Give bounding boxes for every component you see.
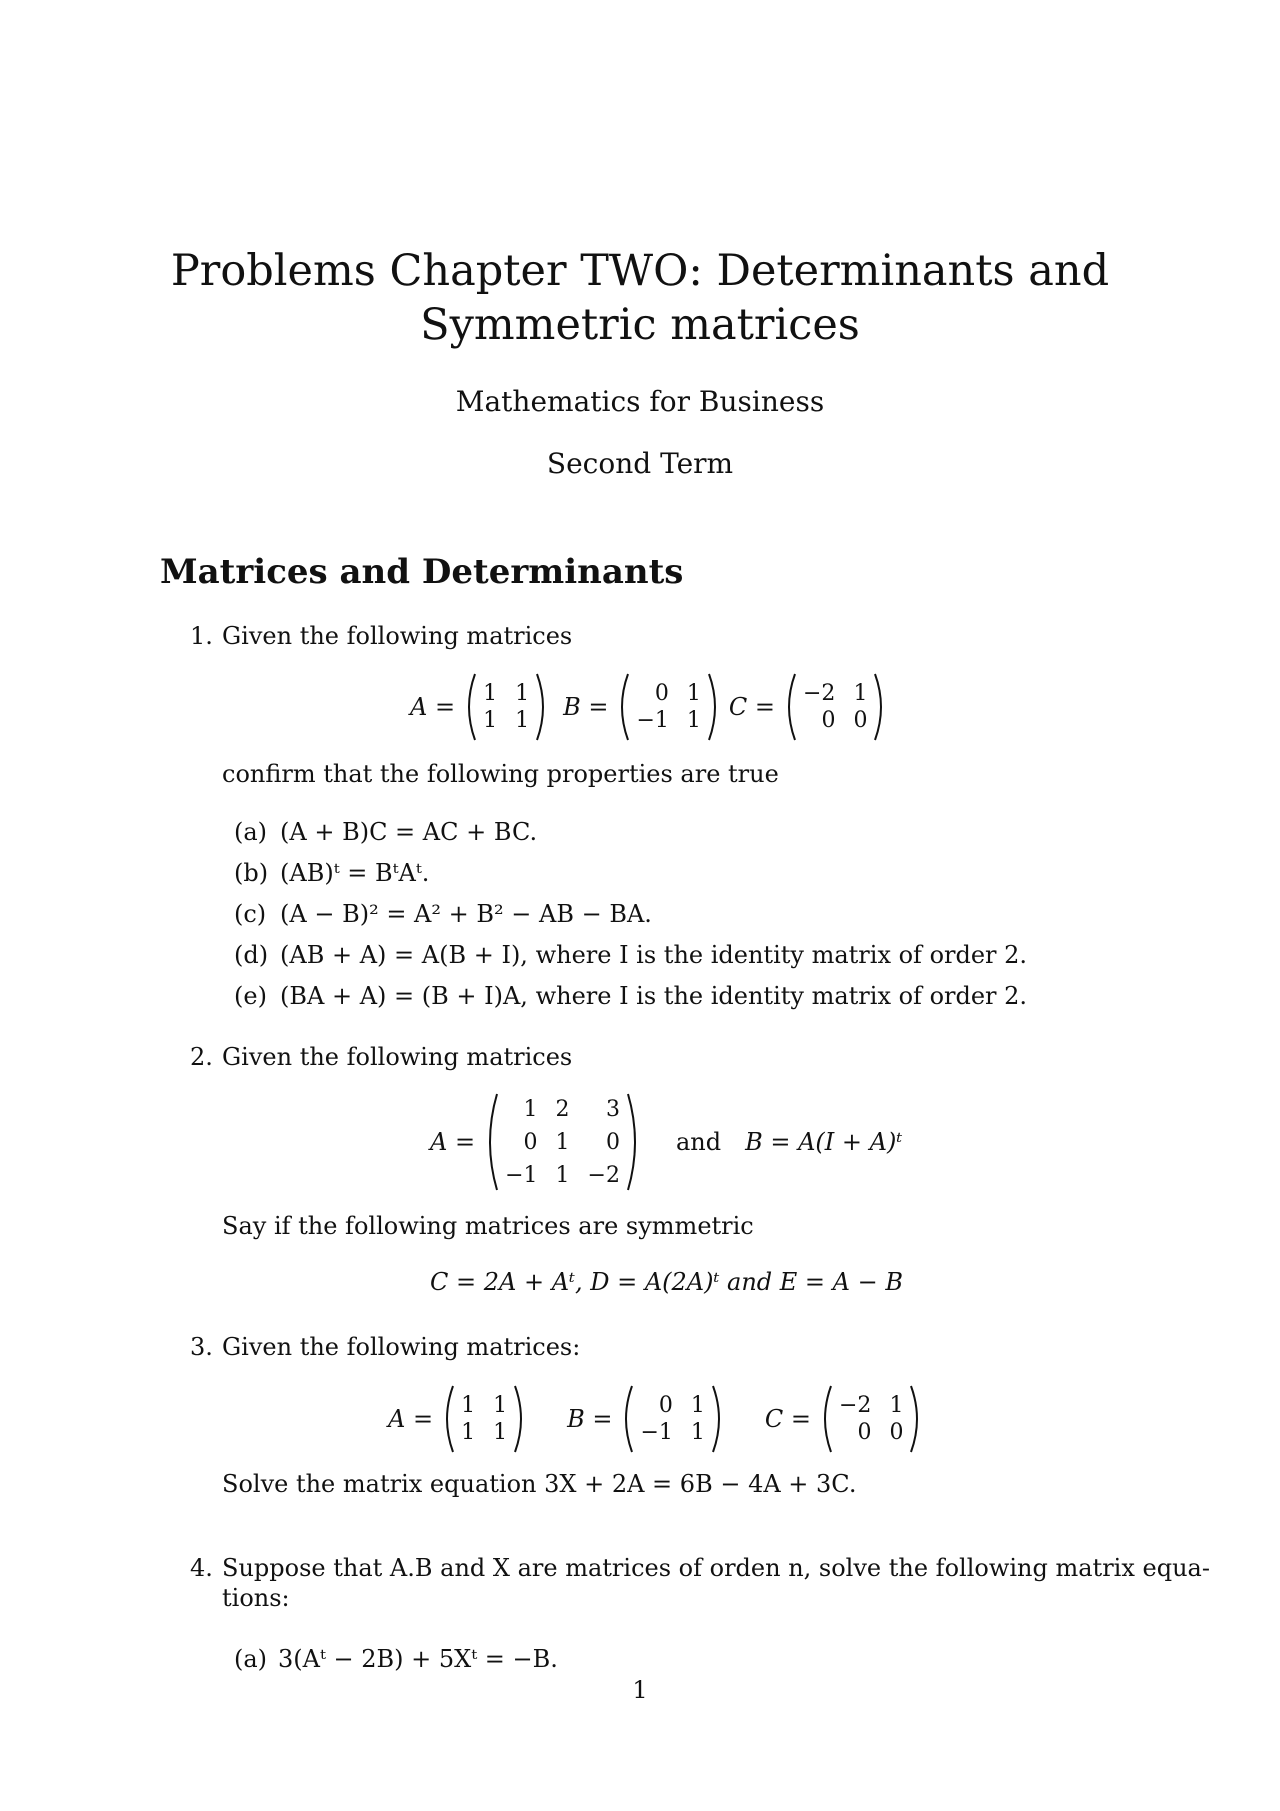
- item-text: (AB + A) = A(B + I), where I is the identity matrix of order 2.: [280, 941, 1028, 969]
- matrix-cell: 1: [493, 1393, 508, 1418]
- problem-3-matrices: [388, 1382, 923, 1456]
- matrix-cell: −2: [803, 681, 836, 706]
- problem-3-intro: Given the following matrices:: [222, 1333, 581, 1361]
- matrix-cell: 3: [605, 1096, 620, 1122]
- item-text: (A + B)C = AC + BC.: [280, 818, 538, 846]
- problem-4-line1: Suppose that A.B and X are matrices of orden n, solve the following matrix equa-: [222, 1554, 1210, 1582]
- left-paren-icon: [783, 672, 797, 742]
- left-paren-icon: [819, 1384, 833, 1454]
- right-paren-icon: [707, 672, 721, 742]
- matrix-cell: 0: [605, 1129, 620, 1155]
- matrix-cell: 1: [483, 708, 498, 733]
- matrix-cell: 1: [483, 681, 498, 706]
- problem-2-intro: Given the following matrices: [222, 1043, 573, 1071]
- section-heading: Matrices and Determinants: [160, 552, 684, 592]
- matrix-b: [620, 1384, 724, 1454]
- left-paren-icon: [616, 672, 630, 742]
- matrix-b: [616, 672, 720, 742]
- item-label: (d): [234, 941, 269, 969]
- matrix-cell: 1: [889, 1393, 904, 1418]
- problem-1-confirm: confirm that the following properties are true: [222, 760, 779, 788]
- right-paren-icon: [873, 672, 887, 742]
- matrix-c: [819, 1384, 923, 1454]
- matrix-a-label: A =: [388, 1405, 434, 1433]
- left-paren-icon: [441, 1384, 455, 1454]
- matrix-cell: −1: [640, 1420, 673, 1445]
- matrix-cell: −2: [587, 1162, 620, 1188]
- b-definition: B = A(I + A)ᵗ: [745, 1128, 903, 1156]
- matrix-cell: −2: [839, 1393, 872, 1418]
- problem-4-number: 4.: [190, 1554, 213, 1582]
- problem-1-matrices: [410, 670, 887, 744]
- matrix-cell: 0: [654, 681, 669, 706]
- matrix-cell: 2: [555, 1096, 570, 1122]
- matrix-cell: 1: [523, 1096, 538, 1122]
- matrix-a-label: A =: [430, 1128, 476, 1156]
- matrix-a-label: A =: [410, 693, 456, 721]
- matrix-cell: 1: [515, 681, 530, 706]
- left-paren-icon: [483, 1092, 499, 1192]
- matrix-cell: 0: [857, 1420, 872, 1445]
- problem-1-number: 1.: [190, 622, 213, 650]
- item-label: (a): [234, 818, 268, 846]
- matrix-cell: 1: [686, 708, 701, 733]
- item-label: (e): [234, 982, 267, 1010]
- item-text: (A − B)² = A² + B² − AB − BA.: [280, 900, 652, 928]
- matrix-cell: 0: [853, 708, 868, 733]
- matrix-cell: 1: [461, 1393, 476, 1418]
- matrix-cell: 1: [690, 1420, 705, 1445]
- course-name: Mathematics for Business: [455, 385, 825, 418]
- matrix-c: [783, 672, 887, 742]
- item-label: (b): [234, 859, 269, 887]
- matrix-cell: 1: [853, 681, 868, 706]
- problem-2-matrix: [430, 1090, 902, 1194]
- right-paren-icon: [909, 1384, 923, 1454]
- right-paren-icon: [535, 672, 549, 742]
- matrix-cell: 1: [493, 1420, 508, 1445]
- problem-2-equation: C = 2A + Aᵗ, D = A(2A)ᵗ and E = A − B: [430, 1268, 904, 1296]
- item-text: 3(Aᵗ − 2B) + 5Xᵗ = −B.: [278, 1645, 558, 1673]
- left-paren-icon: [620, 1384, 634, 1454]
- matrix-b-label: B =: [567, 1405, 613, 1433]
- matrix-a: [441, 1384, 527, 1454]
- problem-4-line2: tions:: [222, 1584, 290, 1612]
- matrix-c-label: C =: [728, 693, 775, 721]
- page-number: 1: [632, 1676, 648, 1704]
- matrix-a: [483, 1092, 642, 1192]
- matrix-cell: 1: [515, 708, 530, 733]
- problem-2-say: Say if the following matrices are symmetric: [222, 1212, 754, 1240]
- right-paren-icon: [626, 1092, 642, 1192]
- matrix-cell: 1: [461, 1420, 476, 1445]
- left-paren-icon: [463, 672, 477, 742]
- matrix-c-label: C =: [764, 1405, 811, 1433]
- problem-3-solve: Solve the matrix equation 3X + 2A = 6B − 4A + 3C.: [222, 1470, 857, 1498]
- page-title-line2: Symmetric matrices: [420, 300, 860, 350]
- page-title-line1: Problems Chapter TWO: Determinants and: [170, 246, 1110, 296]
- problem-3-number: 3.: [190, 1333, 213, 1361]
- right-paren-icon: [513, 1384, 527, 1454]
- term-name: Second Term: [546, 447, 734, 480]
- matrix-cell: −1: [636, 708, 669, 733]
- matrix-cell: 1: [555, 1162, 570, 1188]
- matrix-cell: 0: [821, 708, 836, 733]
- matrix-cell: 1: [690, 1393, 705, 1418]
- item-text: (AB)ᵗ = BᵗAᵗ.: [280, 859, 430, 887]
- matrix-cell: −1: [505, 1162, 538, 1188]
- matrix-b-label: B =: [563, 693, 609, 721]
- problem-1-intro: Given the following matrices: [222, 622, 573, 650]
- matrix-cell: 0: [658, 1393, 673, 1418]
- matrix-cell: 0: [889, 1420, 904, 1445]
- item-text: (BA + A) = (B + I)A, where I is the identity matrix of order 2.: [280, 982, 1028, 1010]
- matrix-a: [463, 672, 549, 742]
- right-paren-icon: [711, 1384, 725, 1454]
- and-word: and: [675, 1128, 722, 1156]
- item-label: (a): [234, 1645, 268, 1673]
- matrix-cell: 1: [686, 681, 701, 706]
- matrix-cell: 1: [555, 1129, 570, 1155]
- problem-2-number: 2.: [190, 1043, 213, 1071]
- item-label: (c): [234, 900, 267, 928]
- matrix-cell: 0: [523, 1129, 538, 1155]
